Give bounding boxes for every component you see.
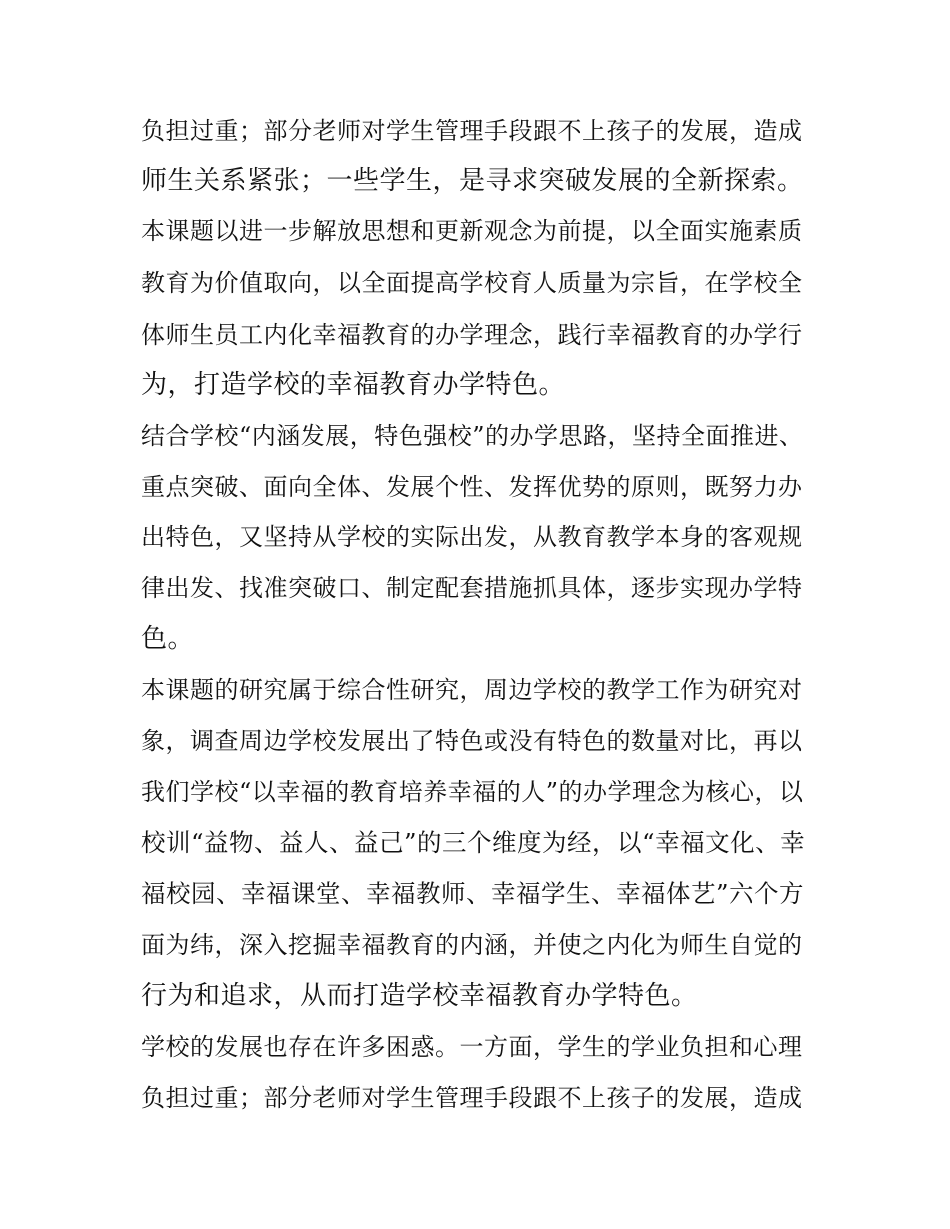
text-line: 体师生员工内化幸福教育的办学理念，践行幸福教育的办学行: [141, 321, 803, 349]
text-line: 负担过重；部分老师对学生管理手段跟不上孩子的发展，造成: [141, 117, 803, 145]
text-line: 为，打造学校的幸福教育办学特色。: [141, 370, 566, 400]
text-line: 本课题的研究属于综合性研究，周边学校的教学工作为研究对: [141, 676, 803, 704]
text-line: 色。: [141, 624, 195, 654]
text-line: 面为纬，深入挖掘幸福教育的内涵，并使之内化为师生自觉的: [141, 931, 803, 959]
text-line: 律出发、找准突破口、制定配套措施抓具体，逐步实现办学特: [141, 574, 803, 602]
text-line: 我们学校“以幸福的教育培养幸福的人”的办学理念为核心，以: [141, 778, 804, 806]
text-line: 负担过重；部分老师对学生管理手段跟不上孩子的发展，造成: [141, 1084, 803, 1112]
text-line: 学校的发展也存在许多困惑。一方面，学生的学业负担和心理: [141, 1033, 803, 1061]
text-line: 出特色，又坚持从学校的实际出发，从教育教学本身的客观规: [141, 523, 803, 551]
text-line: 福校园、幸福课堂、幸福教师、幸福学生、幸福体艺”六个方: [141, 879, 805, 908]
text-line: 师生关系紧张；一些学生，是寻求突破发展的全新探索。: [141, 166, 804, 196]
text-line: 象，调查周边学校发展出了特色或没有特色的数量对比，再以: [141, 727, 803, 755]
text-line: 教育为价值取向，以全面提高学校育人质量为宗旨，在学校全: [141, 269, 803, 297]
text-line: 行为和追求，从而打造学校幸福教育办学特色。: [141, 981, 698, 1011]
text-line: 重点突破、面向全体、发展个性、发挥优势的原则，既努力办: [141, 473, 803, 501]
text-line: 本课题以进一步解放思想和更新观念为前提，以全面实施素质: [141, 217, 803, 245]
text-line: 结合学校“内涵发展，特色强校”的办学思路，坚持全面推进、: [141, 422, 804, 450]
text-line: 校训“益物、益人、益己”的三个维度为经，以“幸福文化、幸: [141, 828, 806, 857]
